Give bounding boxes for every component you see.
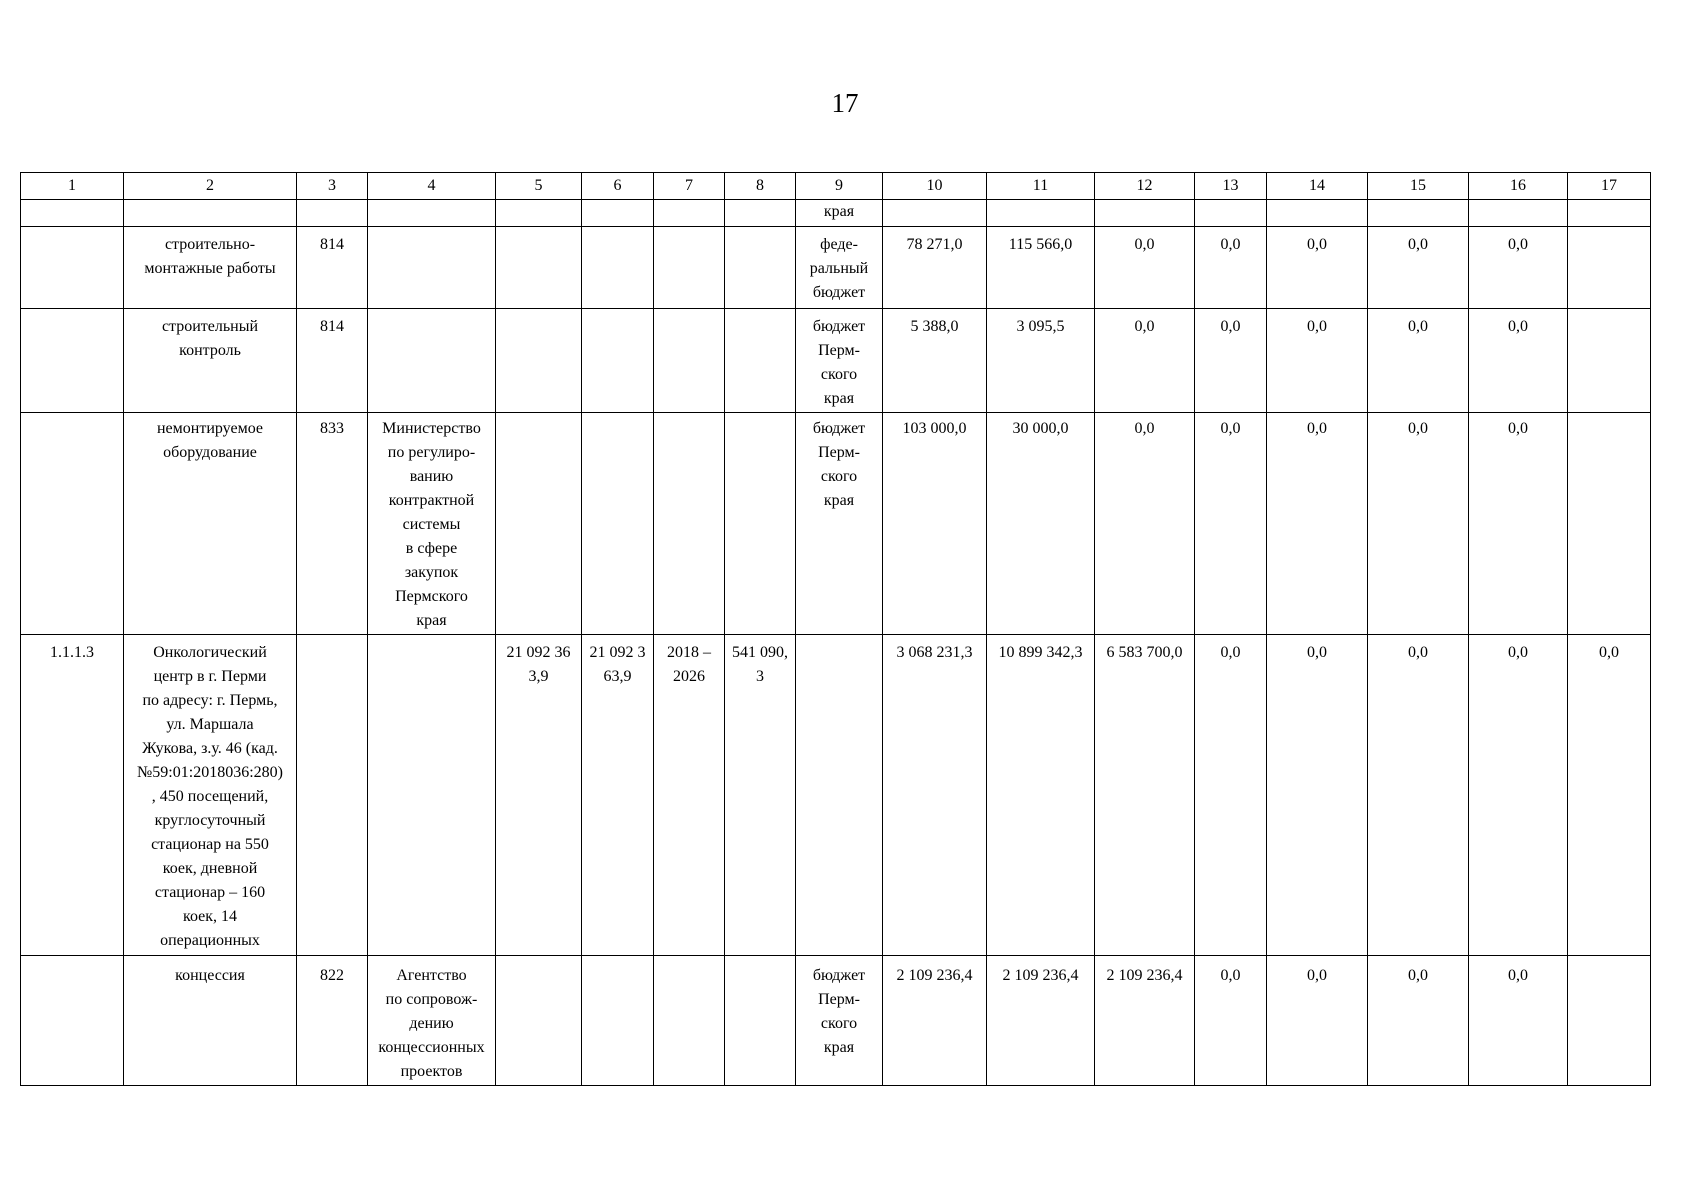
table-cell: Министерство по регулиро- ванию контрактной системы в сфере закупок Пермского края (368, 413, 496, 635)
table-cell (654, 413, 725, 635)
table-cell: 814 (297, 309, 368, 413)
table-cell: 21 092 3 63,9 (582, 635, 654, 956)
table-row (21, 200, 1651, 227)
column-number: 6 (582, 173, 654, 200)
column-number: 17 (1568, 173, 1651, 200)
table-row (21, 227, 1651, 309)
table-cell (368, 635, 496, 956)
table-cell (368, 309, 496, 413)
table-cell (1568, 956, 1651, 1086)
table-cell (1568, 413, 1651, 635)
table-cell: 0,0 (1469, 413, 1568, 635)
table-cell (725, 227, 796, 309)
table-cell (1267, 200, 1368, 227)
column-number: 14 (1267, 173, 1368, 200)
table-cell (496, 227, 582, 309)
table-cell: 0,0 (1267, 635, 1368, 956)
table-cell (725, 309, 796, 413)
table-cell (883, 200, 987, 227)
table-cell: концессия (124, 956, 297, 1086)
table-cell: 0,0 (1368, 413, 1469, 635)
table-cell (1095, 200, 1195, 227)
table-cell (987, 200, 1095, 227)
table-cell (796, 635, 883, 956)
table-cell: бюджет Перм- ского края (796, 413, 883, 635)
table-cell: 0,0 (1195, 227, 1267, 309)
table-row (21, 635, 1651, 956)
table-cell: строительно- монтажные работы (124, 227, 297, 309)
table-cell: 2018 – 2026 (654, 635, 725, 956)
table-cell: бюджет Перм- ского края (796, 956, 883, 1086)
table-cell: 0,0 (1469, 956, 1568, 1086)
column-number: 10 (883, 173, 987, 200)
table-cell: 822 (297, 956, 368, 1086)
table-cell: 0,0 (1267, 413, 1368, 635)
table-cell: 0,0 (1195, 956, 1267, 1086)
table-cell: 0,0 (1095, 309, 1195, 413)
table-cell: края (796, 200, 883, 227)
table-cell: 10 899 342,3 (987, 635, 1095, 956)
table-cell: 0,0 (1368, 956, 1469, 1086)
table-cell (1368, 200, 1469, 227)
table-cell: 0,0 (1095, 227, 1195, 309)
table-cell: 0,0 (1195, 413, 1267, 635)
table-cell (582, 227, 654, 309)
table-cell (368, 200, 496, 227)
column-number: 8 (725, 173, 796, 200)
table-cell: 1.1.1.3 (21, 635, 124, 956)
table-cell (1568, 227, 1651, 309)
table-cell: 0,0 (1469, 227, 1568, 309)
table-cell (1195, 200, 1267, 227)
table-cell: 115 566,0 (987, 227, 1095, 309)
column-number: 9 (796, 173, 883, 200)
table-row (21, 309, 1651, 413)
table-cell: бюджет Перм- ского края (796, 309, 883, 413)
table-cell: 3 068 231,3 (883, 635, 987, 956)
table-cell: 0,0 (1195, 309, 1267, 413)
table-cell (654, 200, 725, 227)
table-cell: 2 109 236,4 (987, 956, 1095, 1086)
table-cell: 103 000,0 (883, 413, 987, 635)
table-cell: 833 (297, 413, 368, 635)
table-cell (725, 200, 796, 227)
column-number: 11 (987, 173, 1095, 200)
table-cell: 6 583 700,0 (1095, 635, 1195, 956)
table-cell: 21 092 36 3,9 (496, 635, 582, 956)
table-cell: Агентство по сопровож- дению концессионных проектов (368, 956, 496, 1086)
table-cell: 3 095,5 (987, 309, 1095, 413)
table-cell (297, 635, 368, 956)
table-cell: 0,0 (1267, 227, 1368, 309)
table-cell: феде- ральный бюджет (796, 227, 883, 309)
table-cell: 5 388,0 (883, 309, 987, 413)
column-number: 2 (124, 173, 297, 200)
table-body (21, 173, 1651, 1086)
table-cell: 541 090, 3 (725, 635, 796, 956)
table-cell (21, 309, 124, 413)
table-cell (496, 413, 582, 635)
table-cell: 0,0 (1267, 309, 1368, 413)
table-cell (654, 309, 725, 413)
table-cell: строительный контроль (124, 309, 297, 413)
budget-table (20, 172, 1651, 1086)
table-cell (1568, 309, 1651, 413)
table-cell (496, 956, 582, 1086)
table-cell (21, 227, 124, 309)
table-cell: 30 000,0 (987, 413, 1095, 635)
table-cell (725, 956, 796, 1086)
table-cell: 814 (297, 227, 368, 309)
column-number: 13 (1195, 173, 1267, 200)
table-cell (582, 413, 654, 635)
table-cell: Онкологический центр в г. Перми по адресу: г. Пермь, ул. Маршала Жукова, з.у. 46 (кад. №59:01:2018036:280) , 450 посещений, круглосуточный стационар на 550 коек, дневной стационар – 160 коек, 14 операционных (124, 635, 297, 956)
column-number: 4 (368, 173, 496, 200)
table-cell: 0,0 (1195, 635, 1267, 956)
column-number: 1 (21, 173, 124, 200)
table-cell: 0,0 (1267, 956, 1368, 1086)
table-cell: 0,0 (1469, 635, 1568, 956)
table-cell (582, 309, 654, 413)
table-cell (21, 200, 124, 227)
column-number: 16 (1469, 173, 1568, 200)
table-cell (297, 200, 368, 227)
table-cell: 78 271,0 (883, 227, 987, 309)
table-cell (1469, 200, 1568, 227)
table-cell (21, 413, 124, 635)
column-number: 3 (297, 173, 368, 200)
table-cell (1568, 200, 1651, 227)
table-row (21, 956, 1651, 1086)
table-cell: 0,0 (1368, 635, 1469, 956)
table-cell: 2 109 236,4 (1095, 956, 1195, 1086)
table-cell (654, 956, 725, 1086)
table-cell (368, 227, 496, 309)
page-number: 17 (831, 88, 859, 118)
table-cell: 0,0 (1095, 413, 1195, 635)
table-cell: 0,0 (1568, 635, 1651, 956)
column-number: 5 (496, 173, 582, 200)
column-number: 12 (1095, 173, 1195, 200)
table-cell (582, 956, 654, 1086)
table-cell: 0,0 (1368, 309, 1469, 413)
table-cell (496, 309, 582, 413)
table-cell: 2 109 236,4 (883, 956, 987, 1086)
table-cell: 0,0 (1368, 227, 1469, 309)
table-cell: 0,0 (1469, 309, 1568, 413)
table-cell: немонтируемое оборудование (124, 413, 297, 635)
table-cell (21, 956, 124, 1086)
table-cell (725, 413, 796, 635)
table-row (21, 413, 1651, 635)
table-header-row (21, 173, 1651, 200)
table-cell (496, 200, 582, 227)
table-cell (124, 200, 297, 227)
table-cell (582, 200, 654, 227)
table-cell (654, 227, 725, 309)
column-number: 7 (654, 173, 725, 200)
column-number: 15 (1368, 173, 1469, 200)
